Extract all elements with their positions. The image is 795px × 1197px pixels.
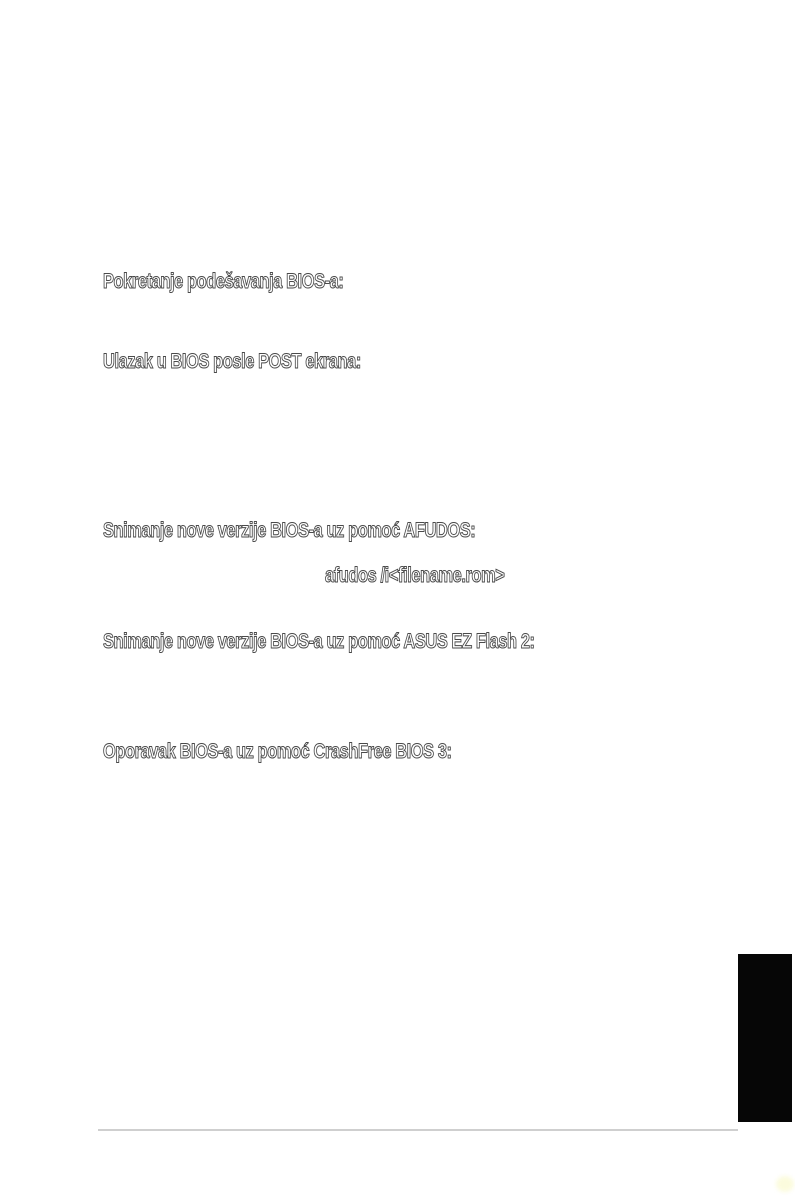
footer-divider <box>98 1129 738 1131</box>
section-heading-bios-setup-start: Pokretanje podešavanja BIOS-a: <box>103 270 344 293</box>
afudos-command-line: afudos /i<filename.rom> <box>325 564 505 587</box>
section-heading-update-bios-ez-flash-2: Snimanje nove verzije BIOS-a uz pomoć ASUS EZ Flash 2: <box>103 630 535 653</box>
chapter-edge-tab-marker <box>738 954 792 1122</box>
section-heading-enter-bios-after-post: Ulazak u BIOS posle POST ekrana: <box>103 350 361 373</box>
section-heading-update-bios-afudos: Snimanje nove verzije BIOS-a uz pomoć AFUDOS: <box>103 519 476 542</box>
scan-artifact-smudge <box>776 1176 794 1192</box>
section-heading-recover-bios-crashfree: Oporavak BIOS-a uz pomoć CrashFree BIOS 3: <box>103 740 452 763</box>
